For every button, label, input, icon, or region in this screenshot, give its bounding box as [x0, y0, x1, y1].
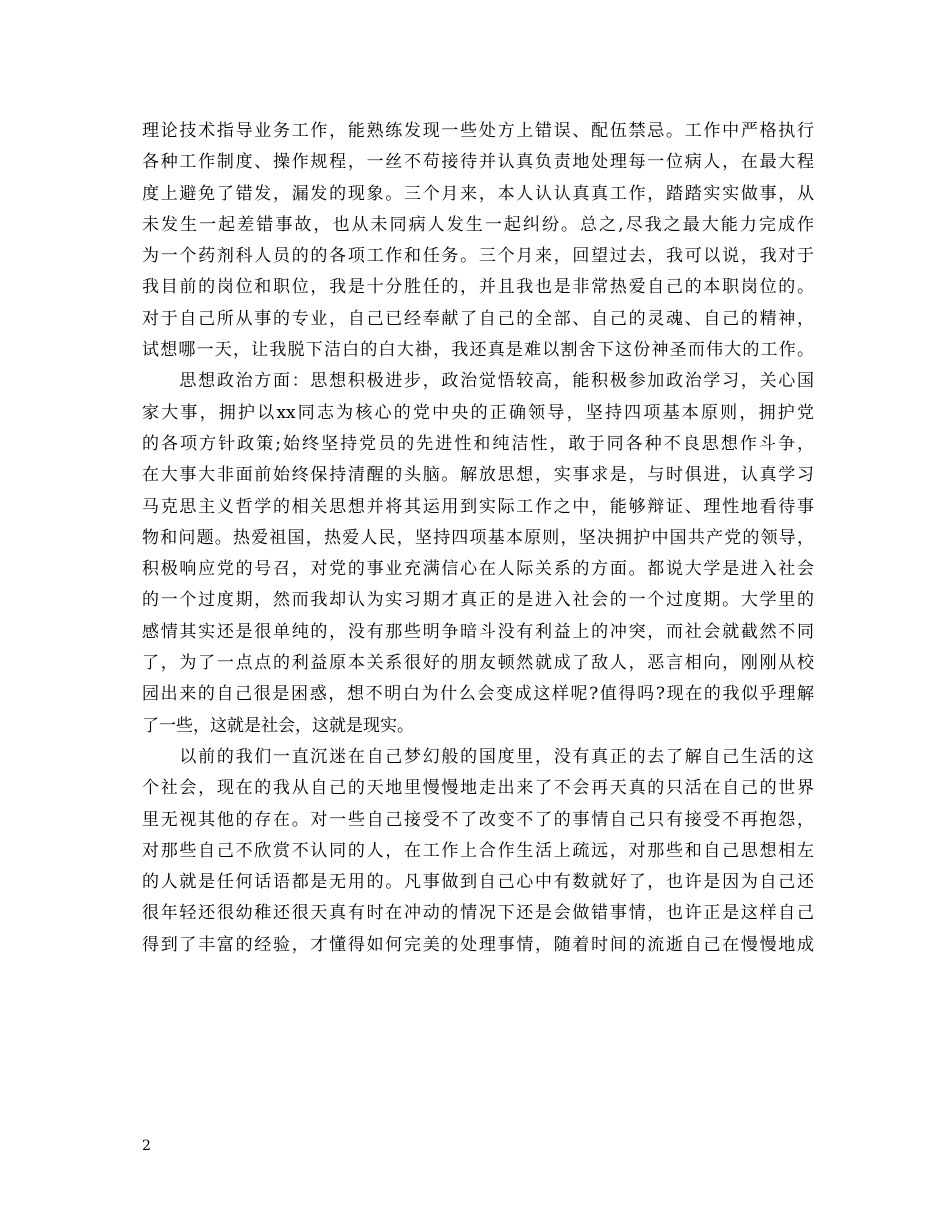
text-line: 的一个过度期，然而我却认为实习期才真正的是进入社会的一个过度期。大学里的	[142, 590, 814, 611]
text-line: 未发生一起差错事故，也从未同病人发生一起纠纷。总之,尽我之最大能力完成作	[142, 214, 814, 235]
text-line: 为一个药剂科人员的的各项工作和任务。三个月来，回望过去，我可以说，我对于	[142, 246, 814, 267]
text-line: 试想哪一天，让我脱下洁白的白大褂，我还真是难以割舍下这份神圣而伟大的工作。	[142, 340, 814, 361]
text-line: 我目前的岗位和职位，我是十分胜任的，并且我也是非常热爱自己的本职岗位的。	[142, 277, 814, 298]
text-line: 的人就是任何话语都是无用的。凡事做到自己心中有数就好了，也许是因为自己还	[142, 872, 814, 893]
text-line: 度上避免了错发，漏发的现象。三个月来，本人认认真真工作，踏踏实实做事，从	[142, 183, 814, 204]
page-number: 2	[142, 1138, 151, 1154]
text-line: 很年轻还很幼稚还很天真有时在冲动的情况下还是会做错事情，也许正是这样自己	[142, 903, 814, 924]
text-line: 个社会，现在的我从自己的天地里慢慢地走出来了不会再天真的只活在自己的世界	[142, 778, 814, 799]
text-line: 理论技术指导业务工作，能熟练发现一些处方上错误、配伍禁忌。工作中严格执行	[142, 121, 814, 141]
text-line: 感情其实还是很单纯的，没有那些明争暗斗没有利益上的冲突，而社会就截然不同	[142, 621, 814, 642]
text-line: 物和问题。热爱祖国，热爱人民，坚持四项基本原则，坚决拥护中国共产党的领导，	[142, 527, 814, 548]
paragraph-1	[142, 116, 814, 366]
text-line: 思想政治方面：思想积极进步，政治觉悟较高，能积极参加政治学习，关心国	[142, 371, 814, 392]
text-line: 园出来的自己很是困惑，想不明白为什么会变成这样呢?值得吗?现在的我似乎理解	[142, 684, 814, 705]
text-line: 以前的我们一直沉迷在自己梦幻般的国度里，没有真正的去了解自己生活的这	[142, 746, 814, 767]
text-line: 的各项方针政策;始终坚持党员的先进性和纯洁性，敢于同各种不良思想作斗争，	[142, 433, 814, 454]
text-line: 了，为了一点点的利益原本关系很好的朋友顿然就成了敌人，恶言相向，刚刚从校	[142, 653, 814, 674]
text-line: 对那些自己不欣赏不认同的人，在工作上合作生活上疏远，对那些和自己思想相左	[142, 840, 814, 861]
text-line: 各种工作制度、操作规程，一丝不苟接待并认真负责地处理每一位病人，在最大程	[142, 152, 814, 173]
text-line: 家大事，拥护以xx同志为核心的党中央的正确领导，坚持四项基本原则，拥护党	[142, 402, 814, 423]
text-line: 在大事大非面前始终保持清醒的头脑。解放思想，实事求是，与时俱进，认真学习	[142, 465, 814, 486]
text-line: 得到了丰富的经验，才懂得如何完美的处理事情，随着时间的流逝自己在慢慢地成	[142, 934, 814, 955]
paragraph-3	[142, 742, 814, 961]
text-line: 里无视其他的存在。对一些自己接受不了改变不了的事情自己只有接受不再抱怨，	[142, 809, 814, 830]
document-body	[142, 116, 814, 961]
paragraph-2	[142, 366, 814, 742]
text-line: 马克思主义哲学的相关思想并将其运用到实际工作之中，能够辩证、理性地看待事	[142, 496, 814, 517]
text-line: 积极响应党的号召，对党的事业充满信心在人际关系的方面。都说大学是进入社会	[142, 559, 814, 580]
text-line: 了一些，这就是社会，这就是现实。	[142, 715, 414, 736]
text-line: 对于自己所从事的专业，自己已经奉献了自己的全部、自己的灵魂、自己的精神，	[142, 308, 814, 329]
